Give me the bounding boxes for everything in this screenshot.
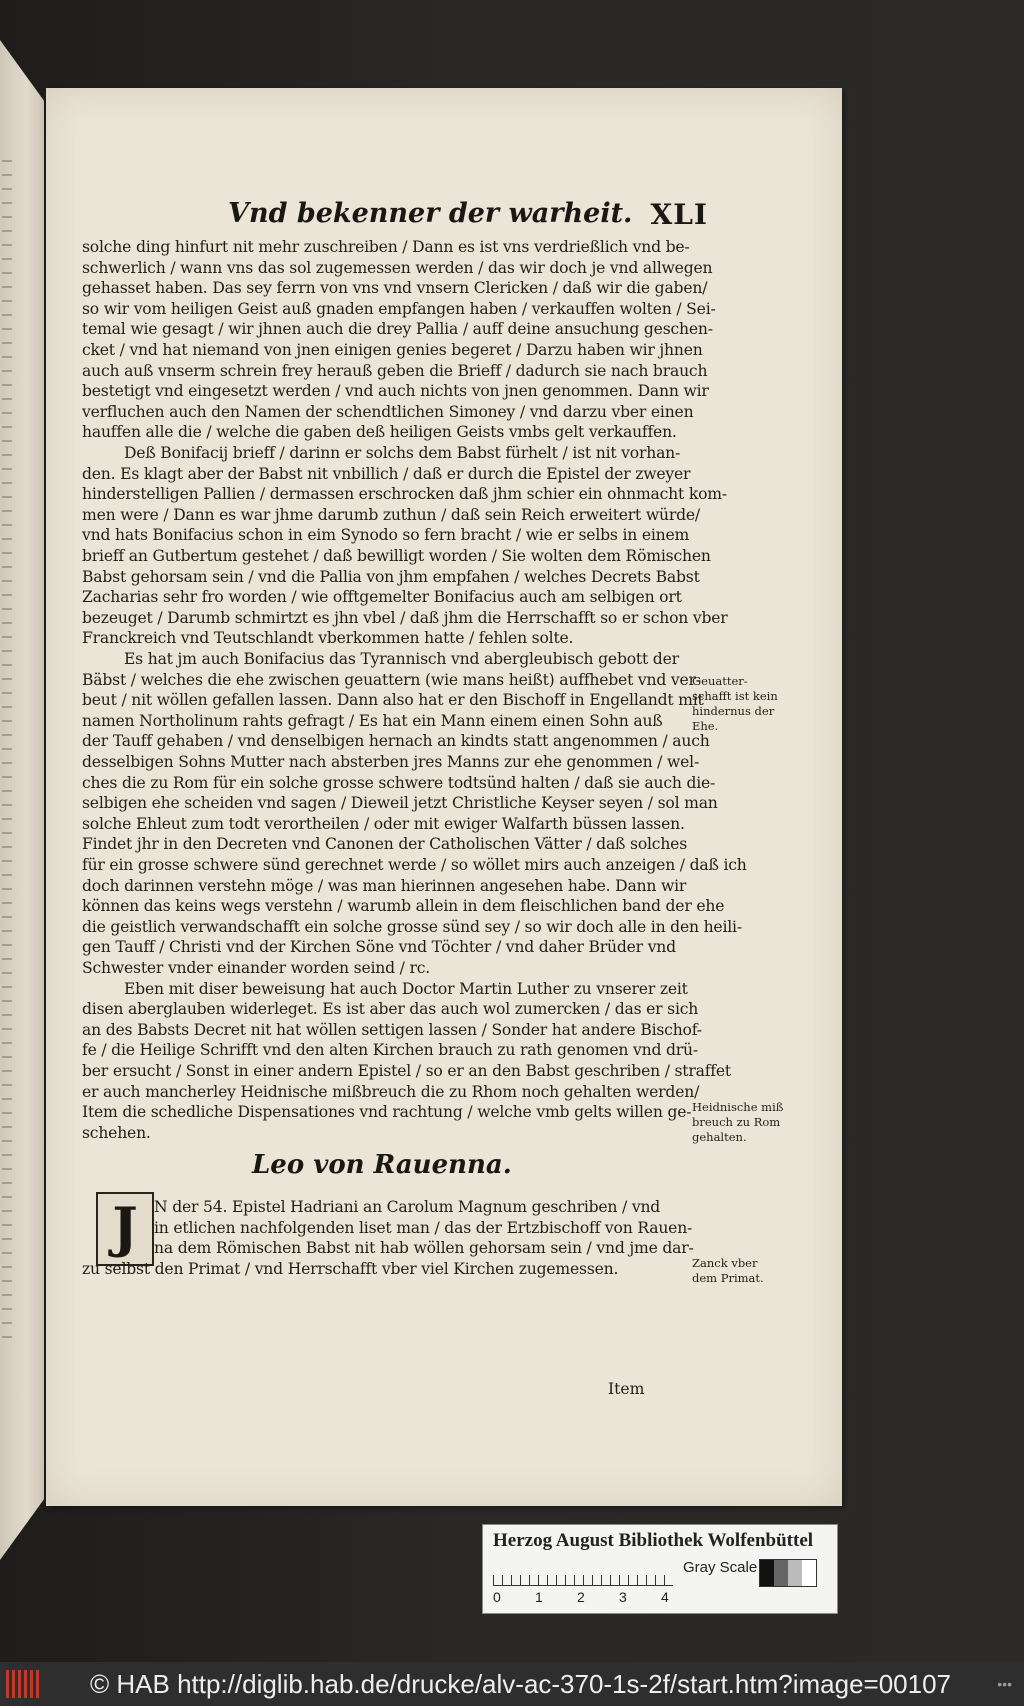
- book-page: [46, 88, 842, 1506]
- text-line: bezeuget / Darumb schmirtzt es jhn vbel / daß jhm die Herrschafft so er schon vber: [82, 608, 728, 627]
- running-header: [228, 198, 708, 242]
- ruler-number: 3: [619, 1589, 627, 1605]
- footer-bar: [0, 1662, 1024, 1706]
- text-line: Schwester vnder einander worden seind / rc.: [82, 959, 430, 977]
- text-line: Zacharias sehr fro worden / wie offtgemelter Bonifacius auch am selbigen ort: [82, 588, 682, 607]
- margin-note: Heidnische miß breuch zu Rom gehalten.: [692, 1100, 784, 1144]
- running-title: Vnd bekenner der warheit.: [228, 198, 633, 229]
- text-line: fe / die Heilige Schrifft vnd den alten Kirchen brauch zu rath genomen vnd drü-: [82, 1041, 698, 1060]
- ruler-number: 0: [493, 1589, 501, 1605]
- footer-url[interactable]: © HAB http://diglib.hab.de/drucke/alv-ac-370-1s-2f/start.htm?image=00107: [90, 1669, 952, 1699]
- text-line: cket / vnd hat niemand von jnen einigen genies begeret / Darzu haben wir jhnen: [82, 341, 703, 359]
- text-line: Babst gehorsam sein / vnd die Pallia von jhm empfahen / welches Decrets Babst: [82, 567, 700, 586]
- text-line: zu selbst den Primat / vnd Herrschafft vber viel Kirchen zugemessen.: [82, 1259, 619, 1278]
- text-line: Findet jhr in den Decreten vnd Canonen der Catholischen Vätter / daß solches: [82, 835, 688, 854]
- text-line: desselbigen Sohns Mutter nach absterben jres Manns zur ehe genommen / wel-: [82, 753, 700, 771]
- facing-page-edge: [0, 40, 44, 1560]
- text-line: er auch mancherley Heidnische mißbreuch die zu Rhom noch gehalten werden/: [82, 1082, 700, 1101]
- catchword: Item: [608, 1380, 645, 1398]
- margin-note: Geuatter- schafft ist kein hindernus der Ehe.: [692, 674, 778, 733]
- hab-logo-icon: [6, 1670, 42, 1698]
- text-line: schehen.: [82, 1123, 151, 1142]
- text-line: in etlichen nachfolgenden liset man / das der Ertzbischoff von Rauen-: [154, 1218, 693, 1237]
- text-line: namen Northolinum rahts gefragt / Es hat ein Mann einem einen Sohn auß: [82, 711, 663, 730]
- text-line: ches die zu Rom für ein solche grosse schwere todtsünd halten / daß sie auch die-: [82, 773, 716, 792]
- margin-note: Zanck vber dem Primat.: [692, 1256, 764, 1285]
- text-line: Eben mit diser beweisung hat auch Doctor Martin Luther zu vnserer zeit: [124, 979, 688, 998]
- section-heading: Leo von Rauenna.: [252, 1150, 512, 1180]
- text-line: vnd hats Bonifacius schon in eim Synodo so fern bracht / wie er selbs in einem: [82, 526, 690, 545]
- text-line: an des Babsts Decret nit hat wöllen settigen lassen / Sonder hat andere Bischof-: [82, 1020, 702, 1039]
- text-line: beut / nit wöllen gefallen lassen. Dann also hat er den Bischoff in Engellandt mit: [82, 691, 704, 710]
- ruler-number: 2: [577, 1589, 585, 1605]
- text-line: verfluchen auch den Namen der schendtlichen Simoney / vnd darzu vber einen: [82, 402, 694, 421]
- text-line: solche ding hinfurt nit mehr zuschreiben / Dann es ist vns verdrießlich vnd be-: [82, 238, 690, 256]
- text-line: temal wie gesagt / wir jhnen auch die drey Pallia / auff deine ansuchung geschen-: [82, 320, 713, 339]
- text-line: schwerlich / wann vns das sol zugemessen werden / das wir doch je vnd allwegen: [82, 258, 713, 277]
- library-name: Herzog August Bibliothek Wolfenbüttel: [493, 1530, 814, 1551]
- text-line: Es hat jm auch Bonifacius das Tyrannisch vnd abergleubisch gebott der: [124, 650, 679, 668]
- text-line: die geistlich verwandschafft ein solche grosse sünd sey / so wir doch alle in den heili-: [82, 917, 742, 936]
- text-line: Item die schedliche Dispensationes vnd rachtung / welche vmb gelts willen ge-: [82, 1103, 692, 1122]
- text-line: brieff an Gutbertum gestehet / daß bewilligt worden / Sie wolten dem Römischen: [82, 547, 711, 565]
- text-line: ber ersucht / Sonst in einer andern Epistel / so er an den Babst geschriben / straffet: [82, 1062, 731, 1080]
- scale-ruler: [493, 1563, 673, 1586]
- ruler-number: 4: [661, 1589, 669, 1605]
- text-line: hauffen alle die / welche die gaben deß heiligen Geists vmbs gelt verkauffen.: [82, 423, 677, 442]
- text-line: solche Ehleut zum todt verortheilen / oder mit ewiger Walfarth büssen lassen.: [82, 814, 685, 833]
- text-line: N der 54. Epistel Hadriani an Carolum Magnum geschriben / vnd: [154, 1198, 661, 1216]
- text-line: so wir vom heiligen Geist auß gnaden empfangen haben / verkauffen wolten / Sei-: [82, 299, 716, 318]
- text-line: Deß Bonifacij brieff / darinn er solchs dem Babst fürhelt / ist nit vorhan-: [124, 444, 681, 462]
- text-line: gen Tauff / Christi vnd der Kirchen Söne vnd Töchter / vnd daher Brüder vnd: [82, 938, 676, 957]
- gray-scale-label: Gray Scale: [683, 1559, 758, 1576]
- folio-number: XLI: [650, 198, 708, 231]
- gray-scale-swatches: [759, 1559, 817, 1587]
- text-line: men were / Dann es war jhme darumb zuthun / daß sein Reich erweitert würde/: [82, 505, 700, 524]
- ruler-number: 1: [535, 1589, 543, 1605]
- text-line: auch auß vnserm schrein frey herauß geben die Brieff / dadurch sie nach brauch: [82, 361, 708, 380]
- text-line: hinderstelligen Pallien / dermassen erschrocken daß jhm schier ein ohnmacht kom-: [82, 485, 727, 504]
- library-color-label: [482, 1524, 838, 1614]
- text-line: der Tauff gehaben / vnd denselbigen hernach an kindts statt angenommen / auch: [82, 732, 710, 751]
- text-line: für ein grosse schwere sünd gerechnet werde / so wöllet mirs auch anzeigen / daß ich: [82, 856, 747, 874]
- text-line: selbigen ehe scheiden vnd sagen / Dieweil jetzt Christliche Keyser seyen / sol man: [82, 794, 718, 813]
- text-line: können das keins wegs verstehn / warumb allein in dem fleischlichen band der ehe: [82, 897, 725, 916]
- text-line: bestetigt vnd eingesetzt werden / vnd auch nichts von jnen genommen. Dann wir: [82, 382, 709, 401]
- text-line: doch darinnen verstehn möge / was man hierinnen angesehen habe. Dann wir: [82, 876, 687, 895]
- text-line: Bäbst / welches die ehe zwischen geuattern (wie mans heißt) auffhebet vnd ver-: [82, 670, 701, 689]
- decorated-initial: J: [96, 1192, 154, 1266]
- text-line: disen aberglauben widerleget. Es ist aber das auch wol zumercken / das er sich: [82, 1000, 699, 1019]
- text-line: na dem Römischen Babst nit hab wöllen gehorsam sein / vnd jme dar-: [154, 1239, 694, 1258]
- text-line: Franckreich vnd Teutschlandt vberkommen hatte / fehlen solte.: [82, 629, 574, 648]
- more-icon[interactable]: •••: [997, 1676, 1012, 1692]
- text-line: den. Es klagt aber der Babst nit vnbillich / daß er durch die Epistel der zweyer: [82, 464, 691, 483]
- text-line: gehasset haben. Das sey ferrn von vns vnd vnsern Clericken / daß wir die gaben/: [82, 279, 708, 298]
